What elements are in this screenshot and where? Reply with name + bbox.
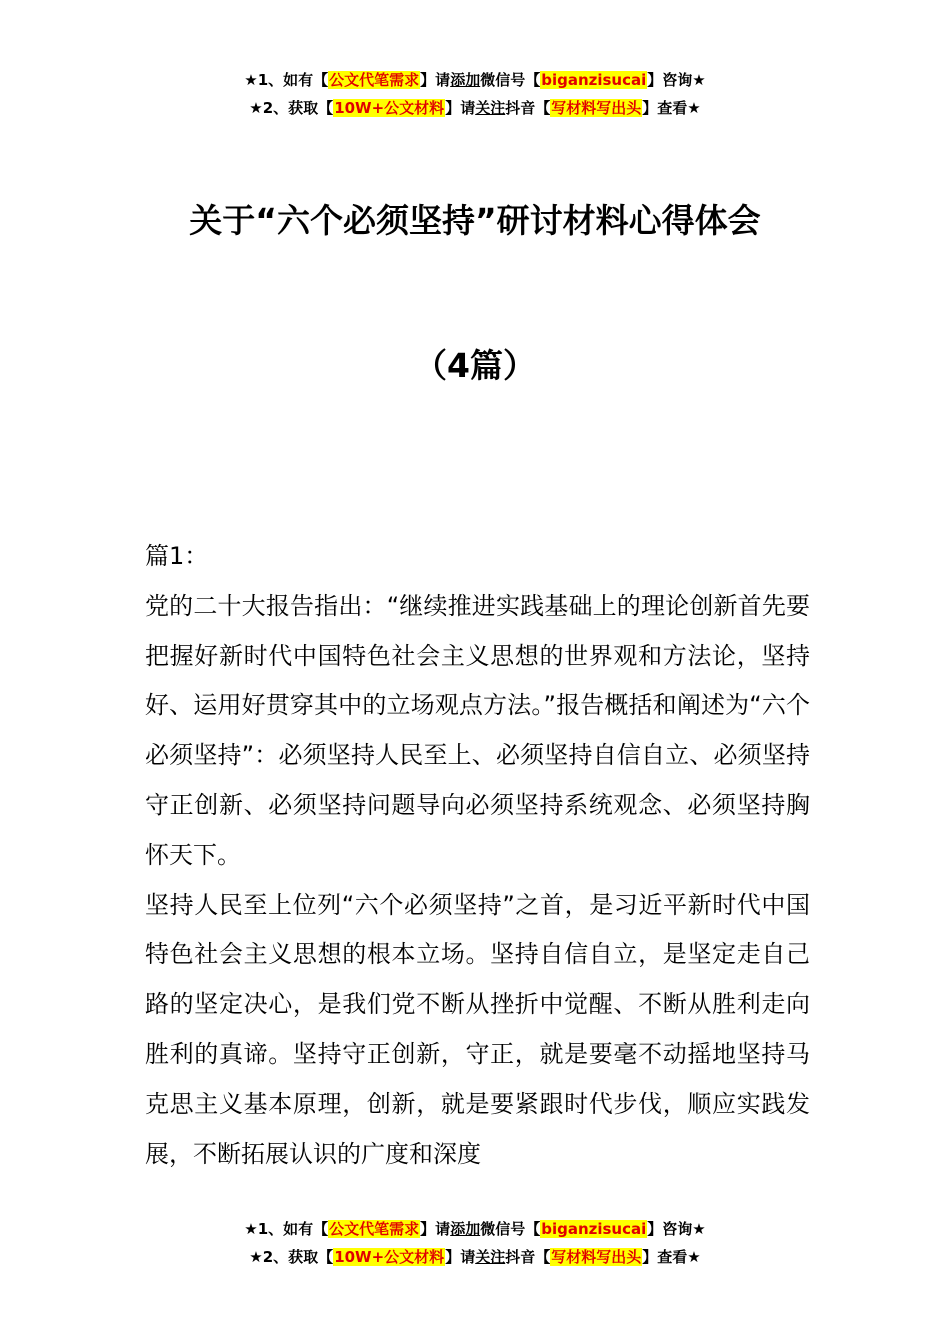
banner-text: ★2、获取【 [249, 1248, 334, 1266]
banner-text: 】咨询★ [647, 1220, 706, 1238]
banner-line-2 [0, 1243, 950, 1271]
banner-text: 】查看★ [642, 99, 701, 117]
document-title: 关于“六个必须坚持”研讨材料心得体会 [189, 201, 761, 240]
paragraph: 党的二十大报告指出：“继续推进实践基础上的理论创新首先要把握好新时代中国特色社会主义思想的世界观和方法论，坚持好、运用好贯穿其中的立场观点方法。”报告概括和阐述为“六个必须坚持”：必须坚持人民至上、必须坚持自信自立、必须坚持守正创新、必须坚持问题导向必须坚持系统观念、必须坚持胸怀天下。 [145, 591, 810, 869]
banner-text: 】查看★ [642, 1248, 701, 1266]
banner-text: 抖音【 [505, 99, 551, 117]
banner-text: ★1、如有【 [244, 71, 329, 89]
banner-text: 】请 [445, 1248, 476, 1266]
banner-highlight: biganzisucai [541, 71, 647, 89]
banner-line-2 [0, 94, 950, 122]
banner-text: 】咨询★ [647, 71, 706, 89]
banner-text: 微信号【 [480, 71, 541, 89]
banner-line-1 [0, 1215, 950, 1243]
banner-highlight: 写材料写出头 [551, 1248, 642, 1266]
banner-underlined: 关注 [475, 1248, 506, 1266]
banner-highlight: 写材料写出头 [551, 99, 642, 117]
banner-underlined: 添加 [450, 71, 481, 89]
header-banner [0, 66, 950, 122]
banner-highlight: 10W+公文材料 [334, 99, 445, 117]
footer-banner [0, 1215, 950, 1271]
banner-underlined: 关注 [475, 99, 506, 117]
banner-line-1 [0, 66, 950, 94]
banner-highlight: 公文代笔需求 [329, 71, 420, 89]
banner-text: 】请 [445, 99, 476, 117]
banner-text: ★2、获取【 [249, 99, 334, 117]
banner-highlight: 10W+公文材料 [334, 1248, 445, 1266]
banner-text: 】请 [420, 71, 451, 89]
document-subtitle: （4篇） [414, 346, 536, 385]
banner-highlight: 公文代笔需求 [329, 1220, 420, 1238]
paragraph: 坚持人民至上位列“六个必须坚持”之首，是习近平新时代中国特色社会主义思想的根本立场。坚持自信自立，是坚定走自己路的坚定决心，是我们党不断从挫折中觉醒、不断从胜利走向胜利的真谛。坚持守正创新，守正，就是要毫不动摇地坚持马克思主义基本原理，创新，就是要紧跟时代步伐，顺应实践发展，不断拓展认识的广度和深度 [145, 890, 810, 1168]
banner-text: ★1、如有【 [244, 1220, 329, 1238]
banner-text: 】请 [420, 1220, 451, 1238]
section-label: 篇1： [145, 542, 209, 570]
document-body [145, 532, 810, 1179]
banner-highlight: biganzisucai [541, 1220, 647, 1238]
banner-text: 抖音【 [505, 1248, 551, 1266]
banner-text: 微信号【 [480, 1220, 541, 1238]
banner-underlined: 添加 [450, 1220, 481, 1238]
